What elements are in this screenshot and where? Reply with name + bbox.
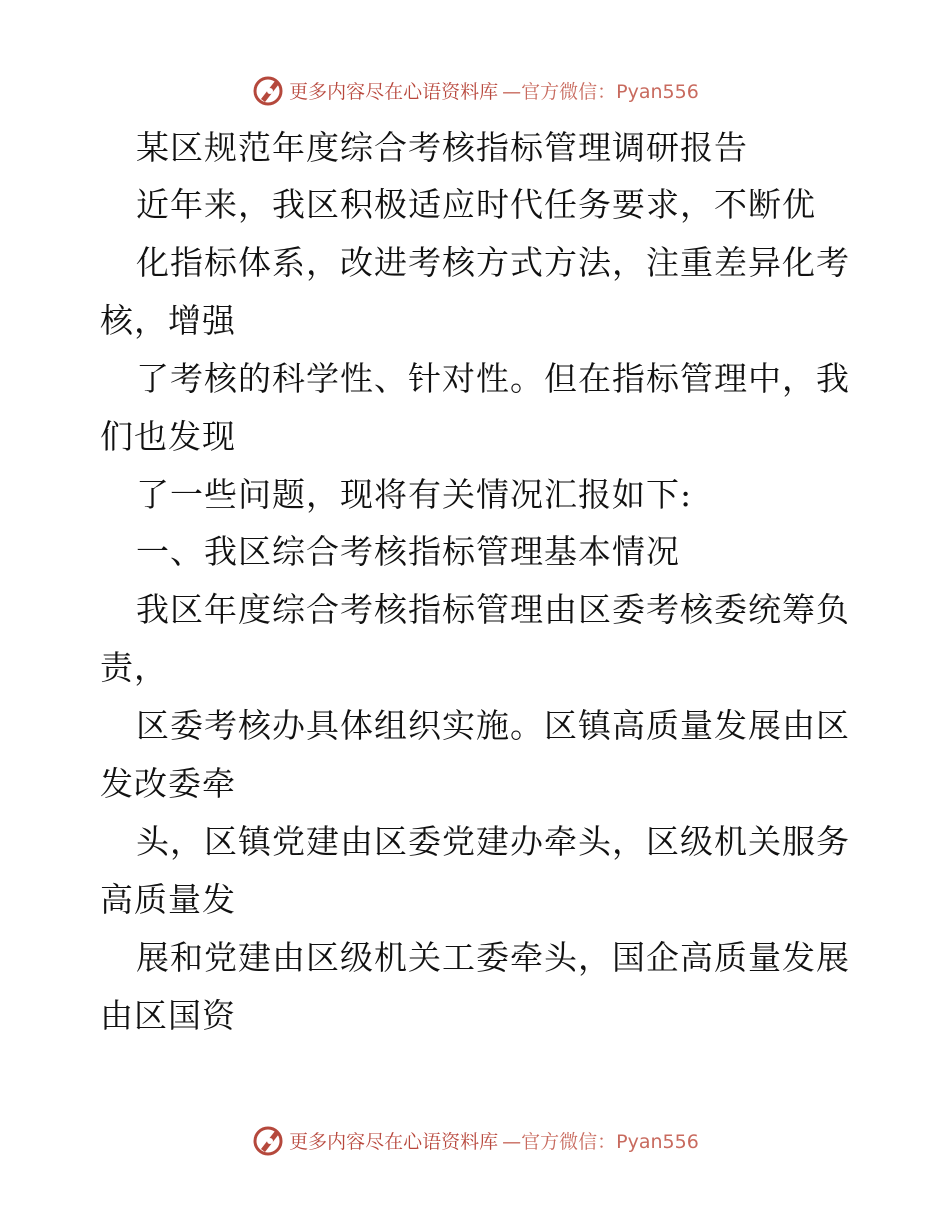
pen-logo-icon xyxy=(251,73,285,107)
paragraph-line: 由区国资 xyxy=(100,996,236,1035)
paragraph-line: 近年来，我区积极适应时代任务要求，不断优 xyxy=(136,185,816,224)
paragraph-line: 区委考核办具体组织实施。区镇高质量发展由区 xyxy=(136,706,850,745)
watermark-wechat: —官方微信：Pyan556 xyxy=(502,80,699,103)
paragraph-line: 展和党建由区级机关工委牵头，国企高质量发展 xyxy=(136,938,850,977)
footer-watermark xyxy=(0,1120,950,1160)
paragraph-line: 化指标体系，改进考核方式方法，注重差异化考 xyxy=(136,243,850,282)
header-watermark xyxy=(0,70,950,110)
paragraph-line: 高质量发 xyxy=(100,880,236,919)
paragraph-line: 了考核的科学性、针对性。但在指标管理中，我 xyxy=(136,359,850,398)
paragraph-line: 核，增强 xyxy=(100,301,236,340)
section-heading: 一、我区综合考核指标管理基本情况 xyxy=(136,532,680,571)
watermark-wechat: —官方微信：Pyan556 xyxy=(502,1130,699,1153)
document-title: 某区规范年度综合考核指标管理调研报告 xyxy=(136,128,748,167)
paragraph-line: 头，区镇党建由区委党建办牵头，区级机关服务 xyxy=(136,822,850,861)
paragraph-line: 发改委牵 xyxy=(100,764,236,803)
watermark-text: 更多内容尽在心语资料库 xyxy=(289,1130,499,1153)
paragraph-line: 们也发现 xyxy=(100,417,236,456)
paragraph-line: 我区年度综合考核指标管理由区委考核委统筹负 xyxy=(136,590,850,629)
watermark-text: 更多内容尽在心语资料库 xyxy=(289,80,499,103)
paragraph-line: 责， xyxy=(100,648,168,687)
paragraph-line: 了一些问题，现将有关情况汇报如下: xyxy=(136,475,693,514)
pen-logo-icon xyxy=(251,1123,285,1157)
